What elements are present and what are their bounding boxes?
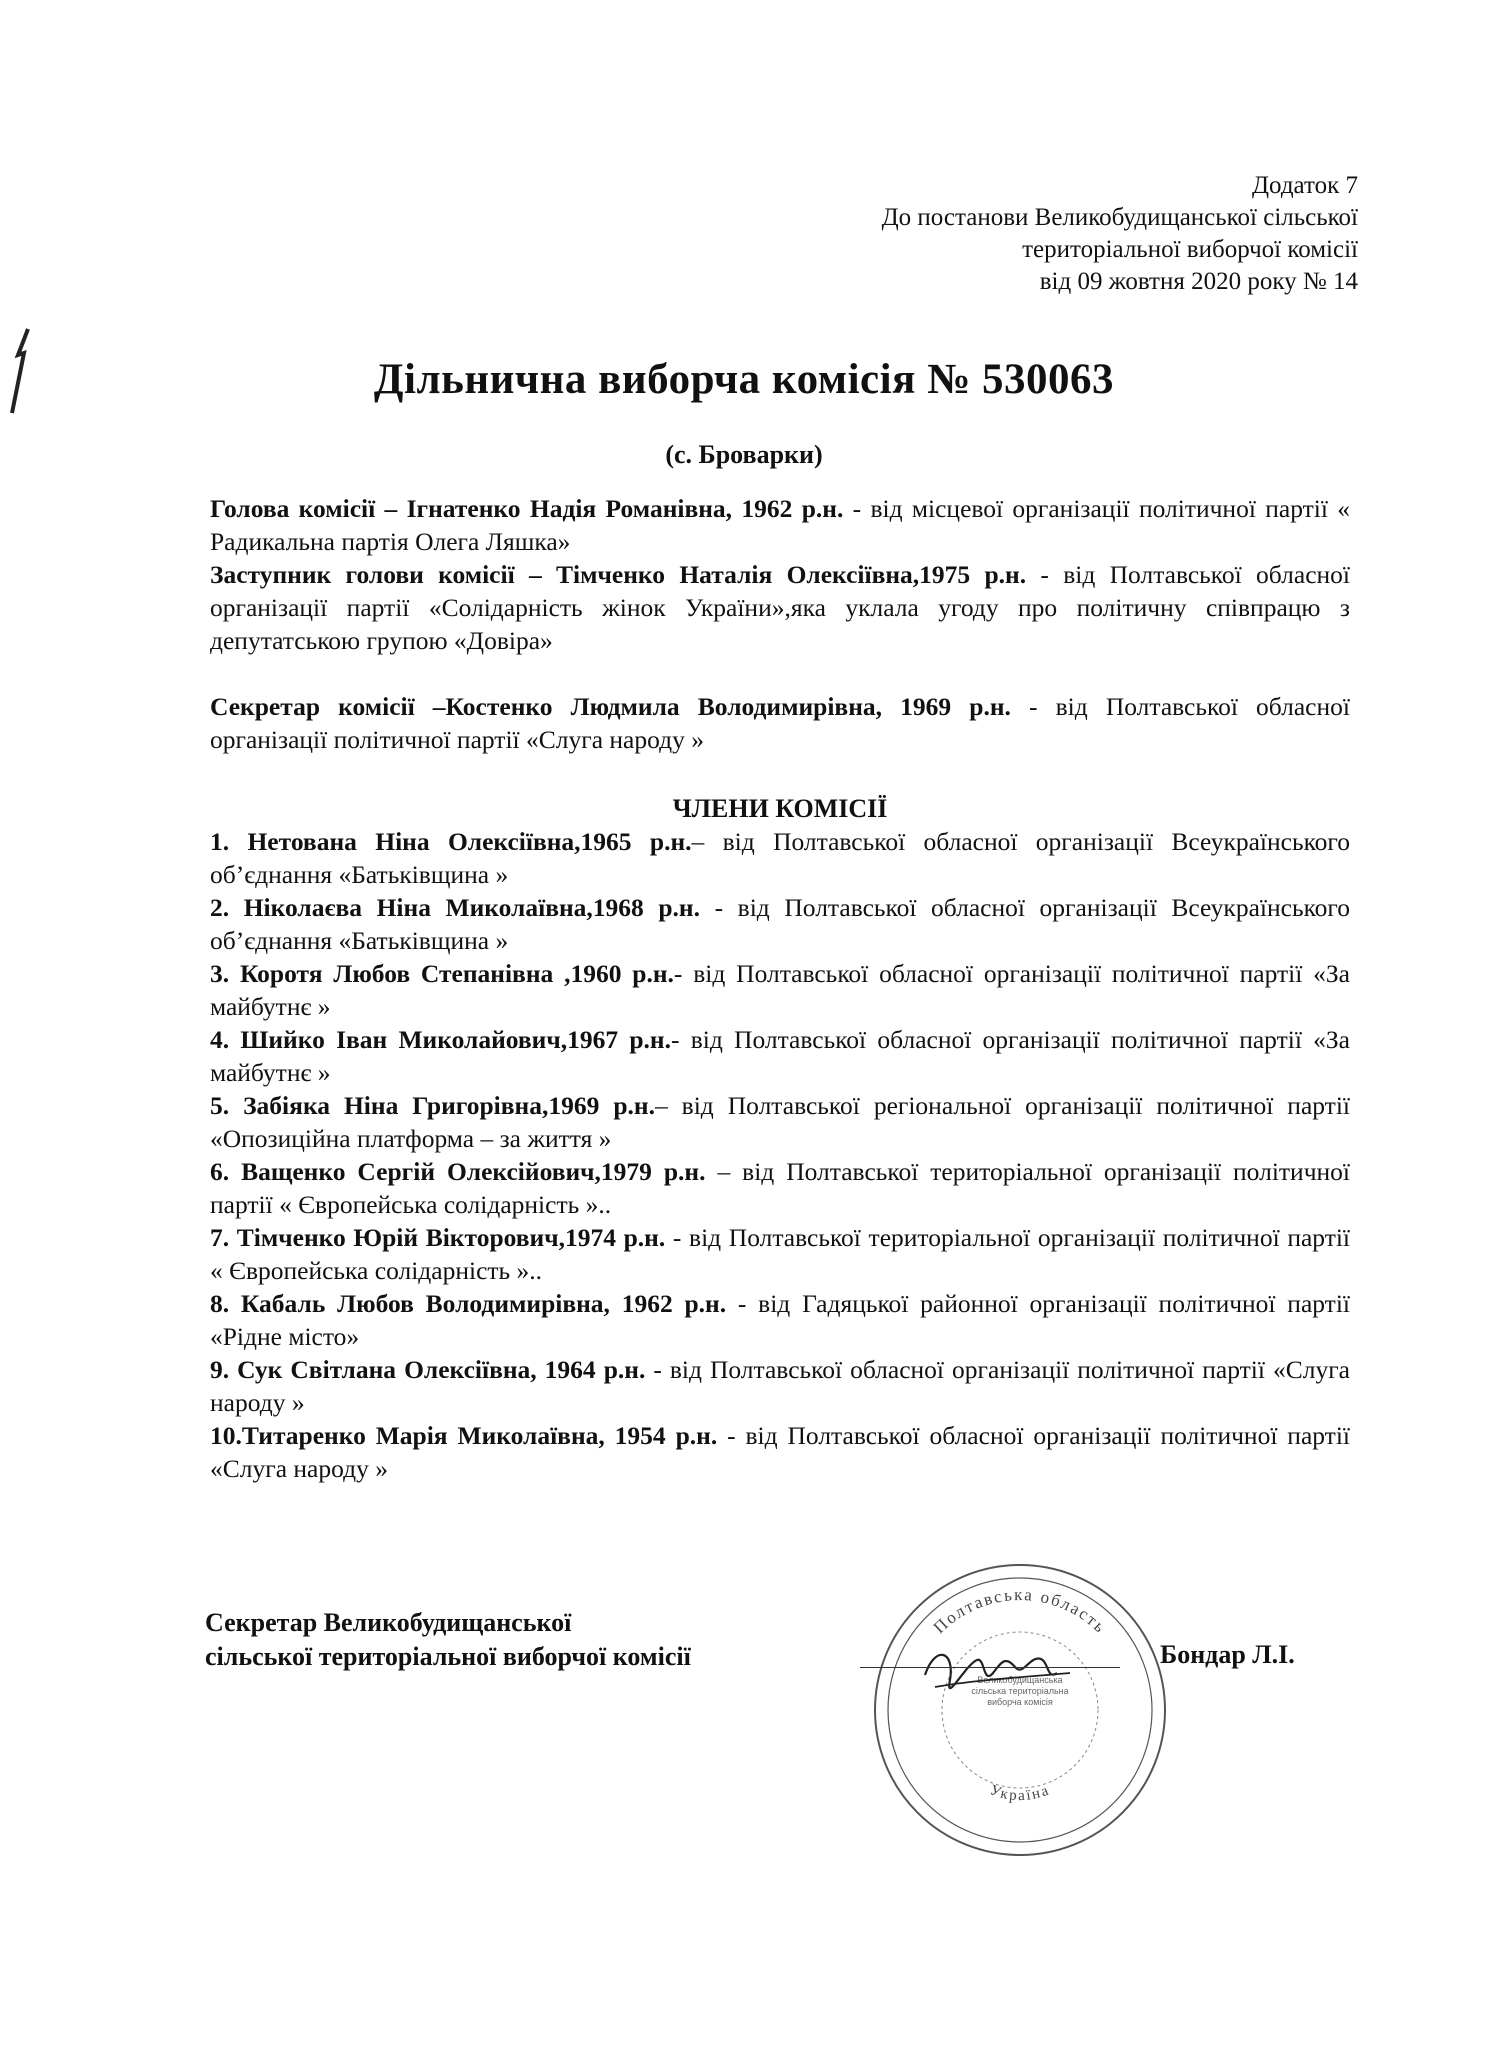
member-nomination: – від Полтавської обласної організації Всеукраїнського об’єднання «Батьківщина »: [210, 827, 1350, 889]
member-item: [210, 1155, 1350, 1221]
chair-label: Голова комісії – Ігнатенко Надія Романівна, 1962 р.н.: [210, 494, 844, 523]
member-name: 4. Шийко Іван Миколайович,1967 р.н.: [210, 1025, 671, 1054]
member-name: 6. Ващенко Сергій Олексійович,1979 р.н.: [210, 1157, 706, 1186]
member-item: [210, 957, 1350, 1023]
deputy-nomination: - від Полтавської обласної організації партії «Солідарність жінок України»,яка уклала угоду про політичну співпрацю з депутатською групою «Довіра»: [210, 560, 1350, 655]
annex-date: від 09 жовтня 2020 року № 14: [1039, 268, 1358, 295]
member-name: 7. Тімченко Юрій Вікторович,1974 р.н.: [210, 1223, 666, 1252]
member-item: [210, 1089, 1350, 1155]
member-item: [210, 1287, 1350, 1353]
member-nomination: - від Гадяцької районної організації політичної партії «Рідне місто»: [210, 1289, 1350, 1351]
stamp-bottom-text: Україна: [987, 1782, 1053, 1805]
member-name: 5. Забіяка Ніна Григорівна,1969 р.н.: [210, 1091, 655, 1120]
signatory-role-line2: сільської територіальної виборчої комісії: [205, 1642, 691, 1671]
annex-reference: [658, 170, 1358, 298]
member-nomination: - від Полтавської територіальної організації політичної партії « Європейська солідарність »..: [210, 1223, 1351, 1285]
member-item: [210, 1221, 1350, 1287]
deputy-entry: [210, 558, 1350, 657]
svg-text:Полтавська область: [930, 1585, 1111, 1637]
deputy-label: Заступник голови комісії – Тімченко Наталія Олексіївна,1975 р.н.: [210, 560, 1027, 589]
member-item: [210, 1419, 1350, 1485]
stamp-top-text: Полтавська область: [929, 1585, 1111, 1638]
member-nomination: - від Полтавської обласної організації політичної партії «Слуга народу »: [210, 1355, 1350, 1417]
member-item: [210, 1023, 1350, 1089]
signature-line: [860, 1667, 1120, 1668]
member-nomination: - від Полтавської обласної організації політичної партії «Слуга народу »: [210, 1421, 1350, 1483]
spacer: [210, 657, 1350, 690]
member-name: 9. Сук Світлана Олексіївна, 1964 р.н.: [210, 1355, 646, 1384]
chair-nomination: - від місцевої організації політичної партії « Радикальна партія Олега Ляшка»: [210, 494, 1350, 556]
secretary-label: Секретар комісії –Костенко Людмила Володимирівна, 1969 р.н.: [210, 692, 1011, 721]
member-name: 3. Коротя Любов Степанівна ,1960 р.н.: [210, 959, 674, 988]
member-name: 2. Ніколаєва Ніна Миколаївна,1968 р.н.: [210, 893, 701, 922]
stamp-center-text: Великобудищанська сільська територіальна виборча комісія: [971, 1675, 1069, 1707]
village-subtitle: (с. Броварки): [665, 440, 823, 469]
member-nomination: - від Полтавської обласної організації політичної партії «За майбутнє »: [210, 959, 1350, 1021]
chair-entry: [210, 492, 1350, 558]
annex-number: Додаток 7: [1252, 172, 1358, 199]
member-nomination: – від Полтавської територіальної організації політичної партії « Європейська солідарність »..: [210, 1157, 1350, 1219]
member-nomination: - від Полтавської обласної організації Всеукраїнського об’єднання «Батьківщина »: [210, 893, 1350, 955]
member-nomination: - від Полтавської обласної організації політичної партії «За майбутнє »: [210, 1025, 1350, 1087]
page-title: Дільнична виборча комісія № 530063: [373, 356, 1115, 403]
commission-composition: [210, 492, 1350, 1485]
member-name: 8. Кабаль Любов Володимирівна, 1962 р.н.: [210, 1289, 727, 1318]
annex-commission: територіальної виборчої комісії: [1022, 236, 1358, 263]
secretary-entry: [210, 690, 1350, 756]
secretary-nomination: - від Полтавської обласної організації політичної партії «Слуга народу »: [210, 692, 1350, 754]
signatory-name: Бондар Л.І.: [1160, 1640, 1295, 1669]
annex-resolution: До постанови Великобудищанської сільської: [881, 204, 1358, 231]
member-name: 1. Нетована Ніна Олексіївна,1965 р.н.: [210, 827, 692, 856]
member-item: [210, 825, 1350, 891]
official-stamp-icon: [865, 1555, 1175, 1865]
signatory-role: [205, 1606, 691, 1674]
member-nomination: – від Полтавської регіональної організації політичної партії «Опозиційна платформа – за життя »: [210, 1091, 1350, 1153]
member-name: 10.Титаренко Марія Миколаївна, 1954 р.н.: [210, 1421, 718, 1450]
members-heading: ЧЛЕНИ КОМІСІЇ: [672, 794, 888, 823]
svg-text:Україна: [988, 1782, 1053, 1804]
member-item: [210, 891, 1350, 957]
member-item: [210, 1353, 1350, 1419]
signatory-role-line1: Секретар Великобудищанської: [205, 1608, 572, 1637]
